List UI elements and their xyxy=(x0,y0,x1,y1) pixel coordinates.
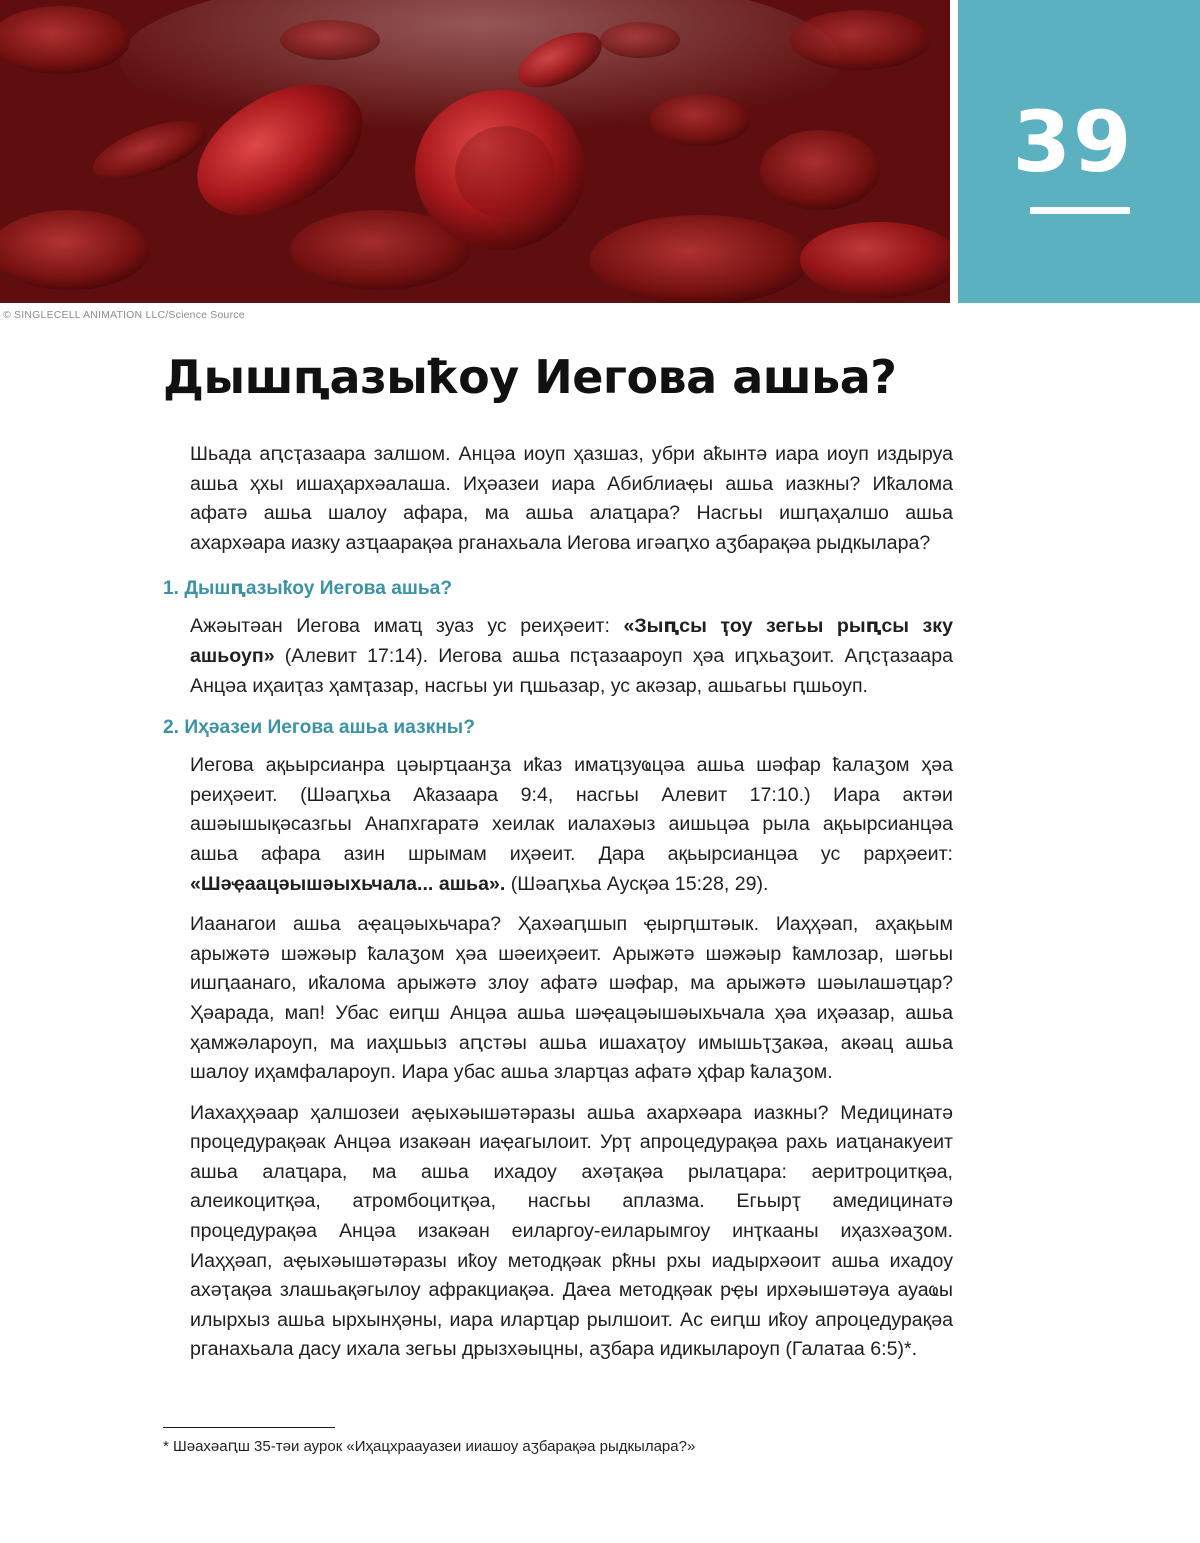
footnote: * Шәахәаԥш 35-тәи аурок «Иҳацхраауазеи ииашоу аӡбарақәа рыдкылара?» xyxy=(163,1438,696,1455)
intro-paragraph: Шьада аԥсҭазаара залшом. Анцәа иоуп ҳазшаз, убри аҟынтә иара иоуп издыруа ашьа ҳхы ишаҳархәалаша. Иҳәазеи иара Абиблиаҿы ашьа иазкны? Иҟалома афатә ашьа шалоу афара, ма ашьа алаҵара? Насгьы ишԥаҳалшо ашьа ахархәара иазку азҵаарақәа рганахьала Иегова игәаԥхо аӡбарақәа рыдкылара? xyxy=(190,443,953,554)
section-1-heading: 1. Дышԥазыҟоу Иегова ашьа? xyxy=(163,578,453,600)
section-2-heading: 2. Иҳәазеи Иегова ашьа иазкны? xyxy=(163,717,475,739)
section-2-text: Иегова ақьырсианра цәырҵаанӡа иҟаз имаҵзуҩцәа ашьа шәфар ҟалаӡом ҳәа реиҳәеит. (Шәаԥхьа Аҟазаара 9:4, насгьы Алевит 17:10.) Иара актәи ашәышықәсазгьы Анапхгаратә хеилак иалахәыз аишьцәа рыла ақьырсианцәа ашьа афара азин шрымам иҳәеит. Дара ақьырсианцәа ус рарҳәеит: xyxy=(190,754,953,865)
chapter-underline xyxy=(1030,207,1130,214)
section-2-paragraph-3: Иахаҳҳәаар ҳалшозеи аҿыхәышәтәразы ашьа ахархәара иазкны? Медицинатә процедурақәак Анцәа изакәан иаҿагылоит. Урҭ апроцедурақәа рахь иаҵанакуеит ашьа алаҵара, ма ашьа ихадоу ахәҭақәа рылаҵара: аеритроцитқәа, алеикоцитқәа, атромбоцитқәа, насгьы аплазма. Егьырҭ амедицинатә процедурақәа Анцәа изакәан еиларгоу-еиларымгоу инҭкааны иҳазхәаӡом. Иаҳҳәап, аҿыхәышәтәразы иҟоу методқәак рҟны рхы иадырхәоит ашьа ихадоу ахәҭақәа злашьақәгылоу афракциақәа. Даҽа методқәак рҿы ирхәышәтәуа ауаҩы илырхыз ашьа ырхынҳәны, иара иларҵар рылшоит. Ас еиԥш иҟоу апроцедурақәа рганахьала дасу ихала зегьы дрызхәыцны, аӡбара идикылароуп (Галатаа 6:5)*. xyxy=(190,1101,953,1361)
section-1-text-cont: (Алевит 17:14). Иегова ашьа псҭазаароуп ҳәа иԥхьаӡоит. Аԥсҭазаара Анцәа иҳаиҭаз ҳамҭазар, насгьы уи ԥшьазар, ус акәзар, ашьагьы ԥшьоуп. xyxy=(190,644,953,697)
section-1-text: Ажәытәан Иегова имаҵ зуаз ус реиҳәеит: xyxy=(190,615,624,638)
page-title: Дышԥазыҟоу Иегова ашьа? xyxy=(163,350,897,404)
blood-cells-photo xyxy=(0,0,950,303)
section-1 xyxy=(163,576,953,701)
chapter-number-box xyxy=(958,0,1200,303)
section-1-quote: «Зыԥсы ҭоу зегьы рыԥсы зку ашьоуп» xyxy=(190,615,953,667)
article-body xyxy=(163,440,953,1379)
section-2-text-cont: (Шәаԥхьа Аусқәа 15:28, 29). xyxy=(505,872,769,895)
section-1-paragraph xyxy=(190,612,953,701)
section-2-paragraph-2: Иаанагои ашьа аҿацәыхьчара? Ҳахәаԥшып ҿырԥштәык. Иаҳҳәап, аҳақьым арыжәтә шәжәыр ҟалаӡом ҳәа шәеиҳәеит. Арыжәтә шәжәыр ҟамлозар, шәгьы ишԥаанаго, иҟалома арыжәтә злоу афатә шәфар, ма арыжәтә шәылашәҵар? Ҳәарада, мап! Убас еиԥш Анцәа ашьа шәҿацәышәыхьчала ҳәа иҳәазар, ашьа ҳамжәлароуп, ма иаҳшьыз аԥстәы ашьа ишахаҭоу имышьҭӡакәа, акәац ашьа шалоу иҳамфалароуп. Иара убас ашьа зларҵаз афатә ҳфар ҟалаӡом. xyxy=(190,913,953,1084)
photo-credit: © SINGLECELL ANIMATION LLC/Science Source xyxy=(3,309,245,321)
chapter-number: 39 xyxy=(1012,93,1134,191)
footnote-divider xyxy=(163,1427,335,1428)
section-2-paragraph-1 xyxy=(190,751,953,899)
section-2-quote: «Шәҿаацәышәыхьчала... ашьа». xyxy=(190,872,506,895)
section-2 xyxy=(163,715,953,1365)
